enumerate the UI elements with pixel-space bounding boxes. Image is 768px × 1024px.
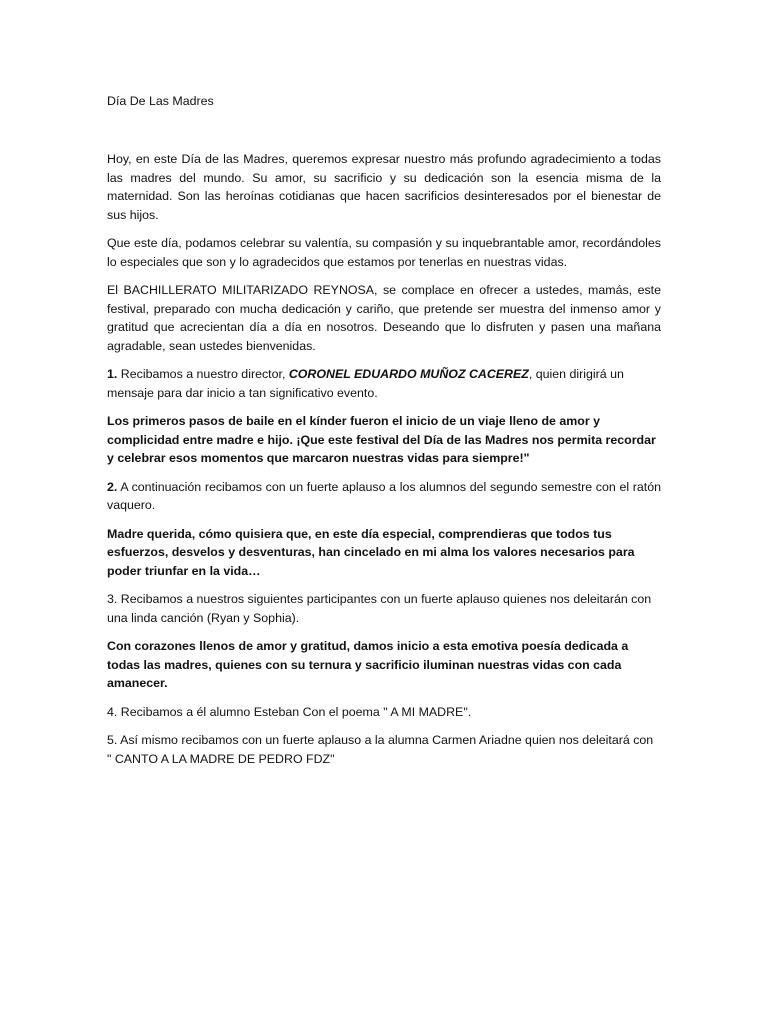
paragraph-item-3: 3. Recibamos a nuestros siguientes participantes con un fuerte aplauso quienes nos deleitarán con una linda canción (Ryan y Sophia). (107, 592, 652, 625)
director-name: CORONEL EDUARDO MUÑOZ CACEREZ (288, 367, 529, 381)
paragraph-celebrate: Que este día, podamos celebrar su valentía, su compasión y su inquebrantable amor, recordándoles lo especiales que son y lo agradecidos que estamos por tenerlas en nuestras vidas. (107, 236, 661, 269)
paragraph-item-5: 5. Así mismo recibamos con un fuerte aplauso a la alumna Carmen Ariadne quien nos deleitará con " CANTO A LA MADRE DE PEDRO FDZ" (107, 733, 654, 766)
document-body (107, 150, 661, 778)
paragraph-bold-madre-querida: Madre querida, cómo quisiera que, en este día especial, comprendieras que todos tus esfuerzos, desvelos y desventuras, han cincelado en mi alma los valores necesarios para poder triunfar en la vida… (107, 526, 635, 578)
paragraph-item-4: 4. Recibamos a él alumno Esteban Con el poema " A MI MADRE". (107, 704, 472, 719)
item-number: 2. (107, 479, 118, 494)
paragraph-item-1 (107, 365, 661, 402)
paragraph-welcome: El BACHILLERATO MILITARIZADO REYNOSA, se complace en ofrecer a ustedes, mamás, este festival, preparado con mucha dedicación y cariño, que pretende ser muestra del inmenso amor y gratitud que acrecientan día a día en nosotros. Deseando que lo disfruten y pasen una mañana agradable, sean ustedes bienvenidas. (107, 283, 661, 353)
paragraph-bold-poesia: Con corazones llenos de amor y gratitud, damos inicio a esta emotiva poesía dedicada a todas las madres, quienes con su ternura y sacrificio iluminan nuestras vidas con cada amanecer. (107, 639, 629, 690)
item-number: 1. (107, 367, 118, 381)
item-text: A continuación recibamos con un fuerte aplauso a los alumnos del segundo semestre con el ratón vaquero. (107, 479, 661, 512)
item-text: Recibamos a nuestro director, (117, 367, 289, 381)
document-title: Día De Las Madres (107, 94, 214, 108)
paragraph-intro: Hoy, en este Día de las Madres, queremos expresar nuestro más profundo agradecimiento a todas las madres del mundo. Su amor, su sacrificio y su dedicación son la esencia misma de la maternidad. Son las heroínas cotidianas que hacen sacrificios desinteresados por el bienestar de sus hijos. (107, 152, 661, 222)
paragraph-item-2 (107, 478, 661, 515)
item-text: , quien dirigirá un mensaje para dar inicio a tan significativo evento. (107, 367, 624, 400)
paragraph-bold-kinder: Los primeros pasos de baile en el kínder fueron el inicio de un viaje lleno de amor y complicidad entre madre e hijo. ¡Que este festival del Día de las Madres nos permita recordar y celebrar esos momentos que marcaron nuestras vidas para siempre!" (107, 414, 656, 465)
